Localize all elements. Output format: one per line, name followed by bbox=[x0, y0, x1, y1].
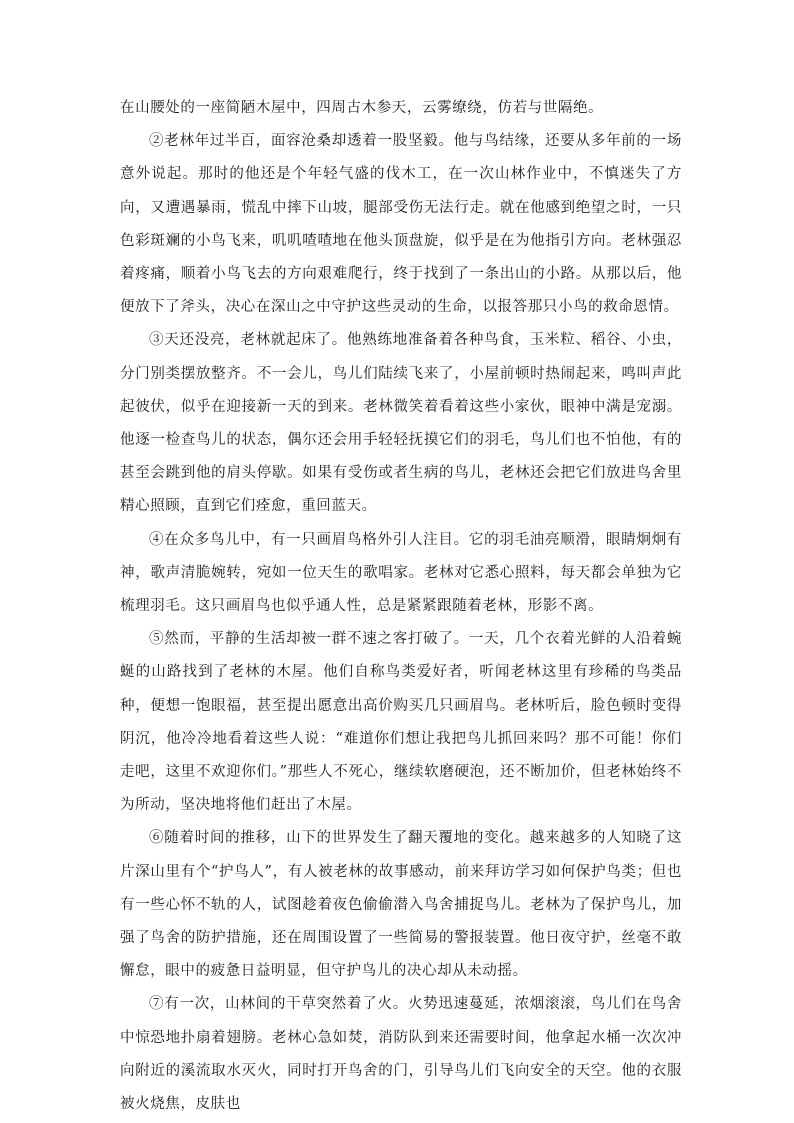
paragraph-3: ③天还没亮，老林就起床了。他熟练地准备着各种鸟食，玉米粒、稻谷、小虫，分门别类摆放整齐。不一会儿，鸟儿们陆续飞来了，小屋前顿时热闹起来，鸣叫声此起彼伏，似乎在迎接新一天的到来。老林微笑着看着这些小家伙，眼神中满是宠溺。他逐一检查鸟儿的状态，偶尔还会用手轻轻抚摸它们的羽毛，鸟儿们也不怕他，有的甚至会跳到他的肩头停歇。如果有受伤或者生病的鸟儿，老林还会把它们放进鸟舍里精心照顾，直到它们痊愈，重回蓝天。 bbox=[120, 332, 682, 515]
document-page bbox=[120, 92, 682, 1121]
paragraph-4: ④在众多鸟儿中，有一只画眉鸟格外引人注目。它的羽毛油亮顺滑，眼睛炯炯有神，歌声清脆婉转，宛如一位天生的歌唱家。老林对它悉心照料，每天都会单独为它梳理羽毛。这只画眉鸟也似乎通人性，总是紧紧跟随着老林，形影不离。 bbox=[120, 531, 682, 615]
paragraph-6: ⑥随着时间的推移，山下的世界发生了翻天覆地的变化。越来越多的人知晓了这片深山里有个“护鸟人”，有人被老林的故事感动，前来拜访学习如何保护鸟类；但也有一些心怀不轨的人，试图趁着夜色偷偷潜入鸟舍捕捉鸟儿。老林为了保护鸟儿，加强了鸟舍的防护措施，还在周围设置了一些简易的警报装置。他日夜守护，丝毫不敢懈怠，眼中的疲惫日益明显，但守护鸟儿的决心却从未动摇。 bbox=[120, 830, 682, 980]
paragraph-7: ⑦有一次，山林间的干草突然着了火。火势迅速蔓延，浓烟滚滚，鸟儿们在鸟舍中惊恐地扑扇着翅膀。老林心急如焚，消防队到来还需要时间，他拿起水桶一次次冲向附近的溪流取水灭火，同时打开鸟舍的门，引导鸟儿们飞向安全的天空。他的衣服被火烧焦，皮肤也 bbox=[120, 996, 682, 1113]
paragraph-5: ⑤然而，平静的生活却被一群不速之客打破了。一天，几个衣着光鲜的人沿着蜿蜒的山路找到了老林的木屋。他们自称鸟类爱好者，听闻老林这里有珍稀的鸟类品种，便想一饱眼福，甚至提出愿意出高价购买几只画眉鸟。老林听后，脸色顿时变得阴沉，他冷冷地看着这些人说：“难道你们想让我把鸟儿抓回来吗？那不可能！你们走吧，这里不欢迎你们。”那些人不死心，继续软磨硬泡，还不断加价，但老林始终不为所动，坚决地将他们赶出了木屋。 bbox=[120, 631, 682, 814]
paragraph-1: 在山腰处的一座简陋木屋中，四周古木参天，云雾缭绕，仿若与世隔绝。 bbox=[120, 100, 604, 116]
paragraph-2: ②老林年过半百，面容沧桑却透着一股坚毅。他与鸟结缘，还要从多年前的一场意外说起。那时的他还是个年轻气盛的伐木工，在一次山林作业中，不慎迷失了方向，又遭遇暴雨，慌乱中摔下山坡，腿部受伤无法行走。就在他感到绝望之时，一只色彩斑斓的小鸟飞来，叽叽喳喳地在他头顶盘旋，似乎是在为他指引方向。老林强忍着疼痛，顺着小鸟飞去的方向艰难爬行，终于找到了一条出山的小路。从那以后，他便放下了斧头，决心在深山之中守护这些灵动的生命，以报答那只小鸟的救命恩情。 bbox=[120, 133, 682, 316]
